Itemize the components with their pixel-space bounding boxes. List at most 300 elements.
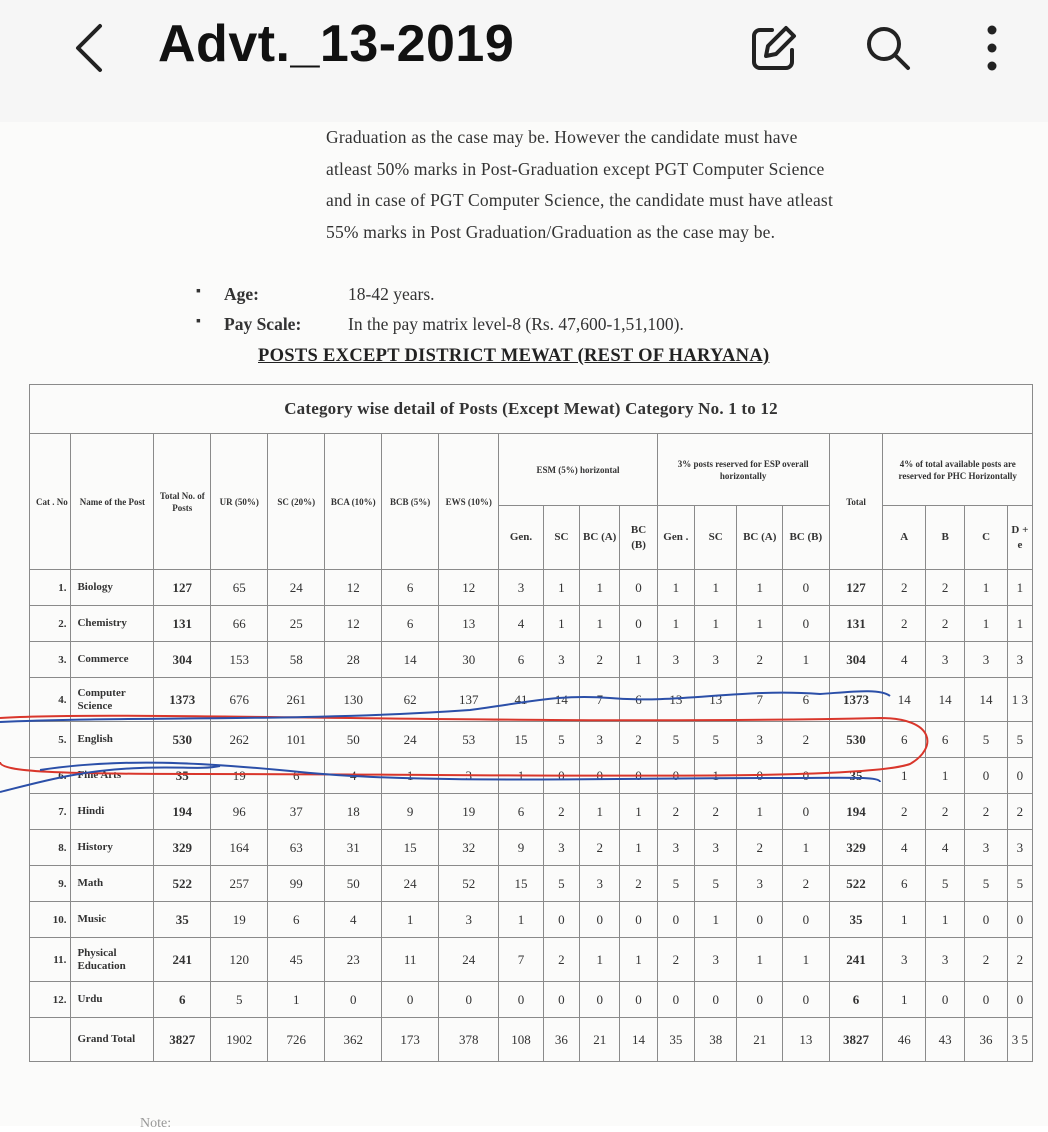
- table-cell: 6: [382, 606, 439, 642]
- paragraph-line: atleast 50% marks in Post-Graduation except PGT Computer Science: [326, 158, 825, 179]
- cat-no-cell: 5.: [30, 722, 71, 758]
- post-name-cell: Grand Total: [71, 1018, 154, 1062]
- table-cell: 0: [382, 982, 439, 1018]
- table-cell: 1: [925, 902, 964, 938]
- table-cell: 3: [694, 938, 736, 982]
- table-row: [30, 606, 1033, 642]
- table-cell: 378: [439, 1018, 499, 1062]
- table-cell: 1: [694, 570, 736, 606]
- section-heading: POSTS EXCEPT DISTRICT MEWAT (REST OF HARYANA): [258, 346, 770, 366]
- table-cell: 726: [268, 1018, 325, 1062]
- table-cell: 1: [883, 758, 925, 794]
- cat-no-cell: 11.: [30, 938, 71, 982]
- cat-no-cell: 3.: [30, 642, 71, 678]
- table-cell: 1: [1007, 570, 1032, 606]
- cat-no-cell: 1.: [30, 570, 71, 606]
- table-cell: 362: [325, 1018, 382, 1062]
- table-cell: 36: [543, 1018, 579, 1062]
- subheader-esp-bcb: BC (B): [783, 506, 830, 570]
- header-cat-no: Cat . No: [30, 434, 71, 570]
- table-cell: 52: [439, 866, 499, 902]
- table-cell: 1: [694, 758, 736, 794]
- table-cell: 1: [580, 794, 620, 830]
- document-title: Advt._13-2019: [158, 15, 515, 73]
- table-cell: 1: [1007, 606, 1032, 642]
- table-cell: 14: [543, 678, 579, 722]
- table-cell: 3: [965, 642, 1007, 678]
- subheader-phc-d: D + e: [1007, 506, 1032, 570]
- table-cell: 18: [325, 794, 382, 830]
- table-cell: 2: [925, 570, 964, 606]
- table-cell: 0: [783, 606, 830, 642]
- table-cell: 5: [694, 722, 736, 758]
- table-cell: 1: [694, 606, 736, 642]
- header-bca: BCA (10%): [325, 434, 382, 570]
- table-cell: 6: [783, 678, 830, 722]
- table-cell: 58: [268, 642, 325, 678]
- table-cell: 3 5: [1007, 1018, 1032, 1062]
- table-cell: 1902: [211, 1018, 268, 1062]
- table-cell: 0: [737, 758, 783, 794]
- table-cell: 2: [620, 866, 657, 902]
- table-cell: 65: [211, 570, 268, 606]
- table-cell: 3: [543, 642, 579, 678]
- table-cell: 14: [620, 1018, 657, 1062]
- table-cell: 1: [657, 606, 694, 642]
- table-cell: 3: [543, 830, 579, 866]
- table-cell: 5: [543, 866, 579, 902]
- table-cell: 1: [965, 570, 1007, 606]
- table-cell: 131: [154, 606, 211, 642]
- post-name-cell: Urdu: [71, 982, 154, 1018]
- table-cell: 0: [543, 982, 579, 1018]
- table-cell: 45: [268, 938, 325, 982]
- table-cell: 4: [883, 642, 925, 678]
- table-cell: 4: [325, 758, 382, 794]
- posts-table: [29, 384, 1033, 1062]
- table-cell: 15: [382, 830, 439, 866]
- paragraph-line: Graduation as the case may be. However the candidate must have: [326, 127, 798, 147]
- header-total-posts: Total No. of Posts: [154, 434, 211, 570]
- table-cell: 127: [829, 570, 883, 606]
- table-cell: 0: [543, 758, 579, 794]
- table-cell: 1: [783, 642, 830, 678]
- table-cell: 1: [580, 570, 620, 606]
- table-cell: 0: [965, 982, 1007, 1018]
- table-cell: 5: [965, 866, 1007, 902]
- table-cell: 329: [829, 830, 883, 866]
- table-cell: 3827: [829, 1018, 883, 1062]
- table-cell: 0: [325, 982, 382, 1018]
- table-cell: 304: [154, 642, 211, 678]
- post-name-cell: Music: [71, 902, 154, 938]
- cat-no-cell: 4.: [30, 678, 71, 722]
- table-cell: 127: [154, 570, 211, 606]
- cat-no-cell: 12.: [30, 982, 71, 1018]
- table-cell: 0: [543, 902, 579, 938]
- table-cell: 3: [883, 938, 925, 982]
- cat-no-cell: 8.: [30, 830, 71, 866]
- table-cell: 9: [499, 830, 544, 866]
- post-name-cell: Fine Arts: [71, 758, 154, 794]
- table-cell: 108: [499, 1018, 544, 1062]
- table-cell: 194: [829, 794, 883, 830]
- table-cell: 0: [620, 606, 657, 642]
- table-cell: 32: [439, 830, 499, 866]
- table-cell: 25: [268, 606, 325, 642]
- table-cell: 6: [382, 570, 439, 606]
- table-cell: 0: [657, 902, 694, 938]
- table-cell: 62: [382, 678, 439, 722]
- back-button[interactable]: [66, 18, 116, 78]
- table-cell: 1: [382, 758, 439, 794]
- table-cell: 5: [1007, 866, 1032, 902]
- paragraph-line: and in case of PGT Computer Science, the candidate must have atleast: [326, 190, 834, 210]
- table-cell: 30: [439, 642, 499, 678]
- note-text: Note:: [140, 1116, 172, 1131]
- edit-icon: [746, 20, 802, 76]
- table-cell: 0: [580, 982, 620, 1018]
- table-cell: 5: [543, 722, 579, 758]
- table-cell: 0: [783, 794, 830, 830]
- table-cell: 24: [382, 722, 439, 758]
- table-cell: 0: [657, 758, 694, 794]
- age-label: Age:: [224, 284, 259, 304]
- table-cell: 2: [737, 830, 783, 866]
- table-cell: 35: [829, 902, 883, 938]
- table-cell: 2: [925, 794, 964, 830]
- table-cell: 131: [829, 606, 883, 642]
- table-cell: 43: [925, 1018, 964, 1062]
- table-row: [30, 902, 1033, 938]
- table-cell: 0: [1007, 902, 1032, 938]
- table-cell: 0: [620, 982, 657, 1018]
- table-cell: 63: [268, 830, 325, 866]
- table-cell: 5: [657, 722, 694, 758]
- table-cell: 1: [883, 902, 925, 938]
- table-cell: 12: [325, 570, 382, 606]
- table-cell: 1373: [154, 678, 211, 722]
- table-cell: 21: [737, 1018, 783, 1062]
- header-bcb: BCB (5%): [382, 434, 439, 570]
- table-cell: 66: [211, 606, 268, 642]
- table-cell: 2: [657, 938, 694, 982]
- post-name-cell: Chemistry: [71, 606, 154, 642]
- subheader-esp-sc: SC: [694, 506, 736, 570]
- table-cell: 241: [154, 938, 211, 982]
- subheader-esm-bcb: BC (B): [620, 506, 657, 570]
- cat-no-cell: 6.: [30, 758, 71, 794]
- table-cell: 19: [439, 794, 499, 830]
- table-cell: 14: [965, 678, 1007, 722]
- table-cell: 1373: [829, 678, 883, 722]
- table-cell: 7: [580, 678, 620, 722]
- table-cell: 0: [1007, 982, 1032, 1018]
- table-cell: 1: [657, 570, 694, 606]
- table-cell: 14: [925, 678, 964, 722]
- table-row: [30, 982, 1033, 1018]
- table-cell: 0: [657, 982, 694, 1018]
- header-esp: 3% posts reserved for ESP overall horizontally: [657, 434, 829, 506]
- table-cell: 1: [783, 938, 830, 982]
- header-ur: UR (50%): [211, 434, 268, 570]
- table-cell: 0: [620, 902, 657, 938]
- table-cell: 9: [382, 794, 439, 830]
- table-cell: 120: [211, 938, 268, 982]
- table-cell: 13: [783, 1018, 830, 1062]
- table-cell: 2: [543, 938, 579, 982]
- table-cell: 46: [883, 1018, 925, 1062]
- subheader-esm-gen: Gen.: [499, 506, 544, 570]
- table-cell: 38: [694, 1018, 736, 1062]
- pay-scale-value: In the pay matrix level-8 (Rs. 47,600-1,51,100).: [348, 314, 684, 334]
- table-cell: 2: [783, 866, 830, 902]
- table-row: [30, 1018, 1033, 1062]
- table-row: [30, 570, 1033, 606]
- header-ews: EWS (10%): [439, 434, 499, 570]
- table-cell: 261: [268, 678, 325, 722]
- table-row: [30, 866, 1033, 902]
- table-cell: 0: [965, 902, 1007, 938]
- table-cell: 6: [620, 678, 657, 722]
- edit-button[interactable]: [744, 20, 804, 76]
- table-cell: 23: [325, 938, 382, 982]
- cat-no-cell: 7.: [30, 794, 71, 830]
- table-cell: 1: [965, 606, 1007, 642]
- table-cell: 3: [737, 866, 783, 902]
- paragraph-line: 55% marks in Post Graduation/Graduation as the case may be.: [326, 221, 776, 242]
- app-bar: [0, 0, 1048, 123]
- table-cell: 1: [580, 938, 620, 982]
- table-cell: 35: [154, 902, 211, 938]
- table-cell: 3: [657, 830, 694, 866]
- table-cell: 3: [580, 866, 620, 902]
- table-cell: 329: [154, 830, 211, 866]
- table-cell: 24: [439, 938, 499, 982]
- table-cell: 2: [1007, 938, 1032, 982]
- header-post-name: Name of the Post: [71, 434, 154, 570]
- table-cell: 2: [694, 794, 736, 830]
- table-cell: 4: [499, 606, 544, 642]
- table-cell: 241: [829, 938, 883, 982]
- post-name-cell: Biology: [71, 570, 154, 606]
- table-cell: 0: [620, 570, 657, 606]
- table-cell: 11: [382, 938, 439, 982]
- table-cell: 6: [925, 722, 964, 758]
- table-cell: 1: [499, 902, 544, 938]
- more-vertical-icon: [964, 20, 1020, 76]
- table-cell: 2: [925, 606, 964, 642]
- table-cell: 257: [211, 866, 268, 902]
- table-cell: 50: [325, 866, 382, 902]
- table-cell: 0: [783, 758, 830, 794]
- pay-scale-label: Pay Scale:: [224, 314, 302, 334]
- table-cell: 5: [211, 982, 268, 1018]
- table-cell: 153: [211, 642, 268, 678]
- cat-no-cell: 9.: [30, 866, 71, 902]
- more-options-button[interactable]: [962, 20, 1022, 76]
- table-cell: 5: [965, 722, 1007, 758]
- post-name-cell: History: [71, 830, 154, 866]
- subheader-phc-a: A: [883, 506, 925, 570]
- table-cell: 24: [382, 866, 439, 902]
- table-cell: 3: [694, 642, 736, 678]
- table-cell: 4: [925, 830, 964, 866]
- table-cell: 522: [154, 866, 211, 902]
- table-cell: 50: [325, 722, 382, 758]
- table-cell: 0: [694, 982, 736, 1018]
- table-body: [30, 570, 1033, 1062]
- table-cell: 7: [737, 678, 783, 722]
- table-row: [30, 642, 1033, 678]
- table-cell: 2: [883, 606, 925, 642]
- table-cell: 5: [925, 866, 964, 902]
- back-arrow-icon: [66, 18, 116, 78]
- table-cell: 53: [439, 722, 499, 758]
- table-cell: 3: [965, 830, 1007, 866]
- table-cell: 15: [499, 722, 544, 758]
- cat-no-cell: [30, 1018, 71, 1062]
- table-cell: 3: [925, 642, 964, 678]
- table-cell: 1 3: [1007, 678, 1032, 722]
- table-cell: 1: [737, 938, 783, 982]
- table-cell: 0: [925, 982, 964, 1018]
- table-cell: 19: [211, 758, 268, 794]
- table-cell: 1: [783, 830, 830, 866]
- table-cell: 4: [325, 902, 382, 938]
- table-cell: 35: [657, 1018, 694, 1062]
- table-cell: 2: [657, 794, 694, 830]
- table-cell: 6: [883, 866, 925, 902]
- table-row: [30, 758, 1033, 794]
- subheader-phc-c: C: [965, 506, 1007, 570]
- table-cell: 6: [268, 902, 325, 938]
- table-cell: 3827: [154, 1018, 211, 1062]
- table-cell: 173: [382, 1018, 439, 1062]
- document-page[interactable]: [0, 122, 1048, 1131]
- post-name-cell: Commerce: [71, 642, 154, 678]
- table-cell: 1: [620, 794, 657, 830]
- header-total: Total: [829, 434, 883, 570]
- table-cell: 2: [620, 722, 657, 758]
- table-cell: 2: [883, 570, 925, 606]
- post-name-cell: Hindi: [71, 794, 154, 830]
- table-cell: 2: [737, 642, 783, 678]
- table-cell: 35: [154, 758, 211, 794]
- table-cell: 304: [829, 642, 883, 678]
- table-row: [30, 722, 1033, 758]
- table-cell: 1: [580, 606, 620, 642]
- table-cell: 676: [211, 678, 268, 722]
- post-name-cell: Math: [71, 866, 154, 902]
- table-cell: 24: [268, 570, 325, 606]
- table-cell: 164: [211, 830, 268, 866]
- table-cell: 262: [211, 722, 268, 758]
- table-cell: 1: [694, 902, 736, 938]
- subheader-esp-bca: BC (A): [737, 506, 783, 570]
- table-cell: 19: [211, 902, 268, 938]
- table-cell: 41: [499, 678, 544, 722]
- post-name-cell: English: [71, 722, 154, 758]
- age-value: 18-42 years.: [348, 284, 435, 304]
- table-cell: 1: [382, 902, 439, 938]
- table-cell: 12: [325, 606, 382, 642]
- table-cell: 2: [580, 642, 620, 678]
- table-cell: 1: [737, 570, 783, 606]
- table-cell: 0: [439, 982, 499, 1018]
- table-cell: 5: [657, 866, 694, 902]
- table-cell: 0: [1007, 758, 1032, 794]
- table-cell: 3: [925, 938, 964, 982]
- table-cell: 37: [268, 794, 325, 830]
- table-cell: 1: [883, 982, 925, 1018]
- table-cell: 0: [499, 982, 544, 1018]
- table-cell: 3: [657, 642, 694, 678]
- table-cell: 96: [211, 794, 268, 830]
- table-cell: 0: [783, 902, 830, 938]
- subheader-esp-gen: Gen .: [657, 506, 694, 570]
- table-cell: 36: [965, 1018, 1007, 1062]
- search-button[interactable]: [858, 20, 918, 76]
- table-cell: 0: [737, 902, 783, 938]
- table-cell: 101: [268, 722, 325, 758]
- table-cell: 4: [883, 830, 925, 866]
- table-cell: 1: [499, 758, 544, 794]
- cat-no-cell: 10.: [30, 902, 71, 938]
- posts-table-wrapper: [29, 384, 1033, 1062]
- table-cell: 5: [1007, 722, 1032, 758]
- table-cell: 6: [499, 642, 544, 678]
- table-cell: 3: [694, 830, 736, 866]
- table-cell: 5: [694, 866, 736, 902]
- table-cell: 0: [580, 902, 620, 938]
- table-row: [30, 830, 1033, 866]
- table-cell: 1: [737, 606, 783, 642]
- table-cell: 0: [783, 570, 830, 606]
- table-cell: 15: [499, 866, 544, 902]
- table-cell: 21: [580, 1018, 620, 1062]
- table-cell: 2: [580, 830, 620, 866]
- post-name-cell: Computer Science: [71, 678, 154, 722]
- table-cell: 0: [783, 982, 830, 1018]
- table-cell: 2: [883, 794, 925, 830]
- table-cell: 1: [620, 830, 657, 866]
- table-cell: 2: [543, 794, 579, 830]
- table-cell: 137: [439, 678, 499, 722]
- table-cell: 6: [268, 758, 325, 794]
- table-cell: 6: [883, 722, 925, 758]
- table-cell: 3: [1007, 830, 1032, 866]
- post-name-cell: Physical Education: [71, 938, 154, 982]
- table-cell: 12: [439, 570, 499, 606]
- table-row: [30, 678, 1033, 722]
- subheader-esm-sc: SC: [543, 506, 579, 570]
- table-cell: 1: [925, 758, 964, 794]
- table-cell: 6: [154, 982, 211, 1018]
- table-cell: 530: [154, 722, 211, 758]
- table-cell: 31: [325, 830, 382, 866]
- search-icon: [860, 20, 916, 76]
- table-cell: 14: [883, 678, 925, 722]
- bullet: ▪: [196, 284, 201, 299]
- table-cell: 6: [829, 982, 883, 1018]
- table-cell: 3: [499, 570, 544, 606]
- header-sc: SC (20%): [268, 434, 325, 570]
- table-cell: 28: [325, 642, 382, 678]
- table-cell: 522: [829, 866, 883, 902]
- subheader-esm-bca: BC (A): [580, 506, 620, 570]
- table-cell: 0: [965, 758, 1007, 794]
